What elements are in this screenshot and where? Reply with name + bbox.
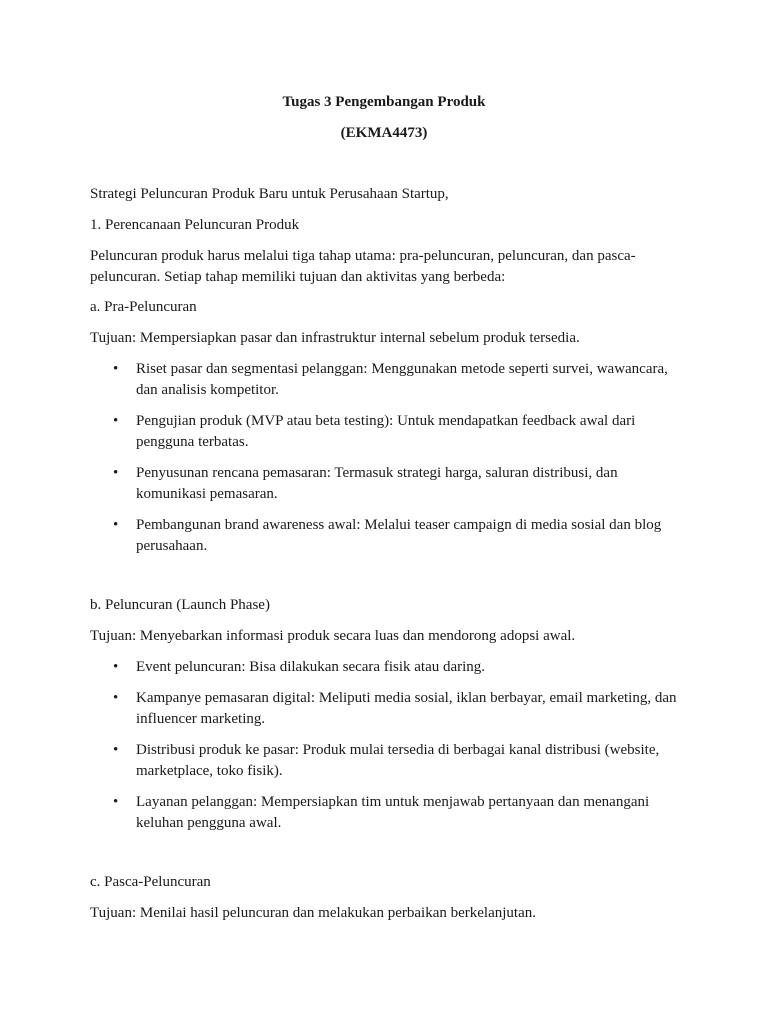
section-c-goal: Tujuan: Menilai hasil peluncuran dan melakukan perbaikan berkelanjutan.: [90, 905, 536, 921]
bullet-icon: •: [113, 794, 119, 810]
bullet-icon: •: [113, 690, 119, 706]
section-a-goal: Tujuan: Mempersiapkan pasar dan infrastruktur internal sebelum produk tersedia.: [90, 330, 580, 346]
section-a-heading: a. Pra-Peluncuran: [90, 299, 197, 315]
course-code: (EKMA4473): [340, 125, 428, 141]
bullet-icon: •: [113, 659, 119, 675]
section-b-heading: b. Peluncuran (Launch Phase): [90, 597, 270, 613]
section-1-text: Peluncuran produk harus melalui tiga tahap utama: pra-peluncuran, peluncuran, dan pasca-peluncuran. Setiap tahap memiliki tujuan dan aktivitas yang berbeda:: [90, 248, 636, 285]
list-item: • Event peluncuran: Bisa dilakukan secara fisik atau daring.: [90, 657, 680, 678]
document-title: Tugas 3 Pengembangan Produk: [282, 94, 486, 110]
section-1-heading: 1. Perencanaan Peluncuran Produk: [90, 217, 300, 233]
bullet-icon: •: [113, 413, 119, 429]
section-c-heading: c. Pasca-Peluncuran: [90, 874, 211, 890]
section-a-list: [90, 359, 680, 567]
list-item: • Kampanye pemasaran digital: Meliputi media sosial, iklan berbayar, email marketing, dan influencer marketing.: [113, 690, 677, 727]
list-item: • Distribusi produk ke pasar: Produk mulai tersedia di berbagai kanal distribusi (website, marketplace, toko fisik).: [113, 742, 660, 779]
bullet-icon: •: [113, 742, 119, 758]
section-b-list: [90, 657, 680, 844]
list-item: • Layanan pelanggan: Mempersiapkan tim untuk menjawab pertanyaan dan menangani keluhan pengguna awal.: [113, 794, 650, 831]
section-b-goal: Tujuan: Menyebarkan informasi produk secara luas dan mendorong adopsi awal.: [90, 628, 576, 644]
bullet-icon: •: [113, 465, 119, 481]
intro-text: Strategi Peluncuran Produk Baru untuk Perusahaan Startup,: [90, 186, 449, 202]
list-item: • Riset pasar dan segmentasi pelanggan: Menggunakan metode seperti survei, wawancara, dan analisis kompetitor.: [113, 361, 668, 398]
list-item: • Penyusunan rencana pemasaran: Termasuk strategi harga, saluran distribusi, dan komunikasi pemasaran.: [113, 465, 618, 502]
bullet-icon: •: [113, 517, 119, 533]
bullet-icon: •: [113, 361, 119, 377]
list-item: • Pengujian produk (MVP atau beta testing): Untuk mendapatkan feedback awal dari pengguna terbatas.: [113, 413, 636, 450]
list-item: • Pembangunan brand awareness awal: Melalui teaser campaign di media sosial dan blog perusahaan.: [113, 517, 662, 554]
